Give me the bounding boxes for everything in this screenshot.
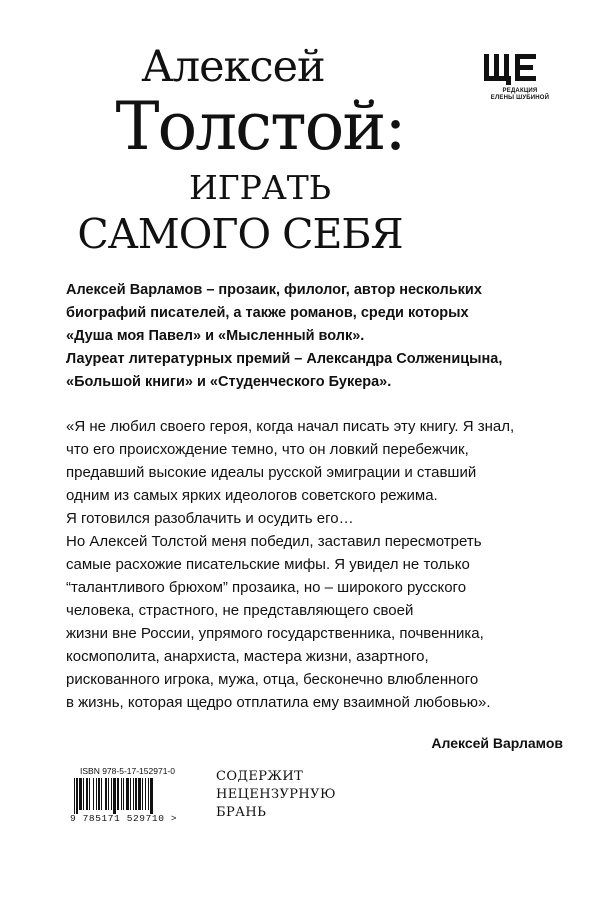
book-title xyxy=(0,0,600,270)
warning-line: БРАНЬ xyxy=(216,805,267,820)
isbn-barcode xyxy=(66,766,194,826)
quote-line: жизни вне России, упрямого государственника, почвенника, xyxy=(66,625,484,642)
isbn-number: ISBN 978-5-17-152971-0 xyxy=(80,766,175,776)
quote-line: человека, страстного, не представляющего своей xyxy=(66,602,414,619)
quote-line: Я готовился разоблачить и осудить его… xyxy=(66,510,354,527)
quote-line: «Я не любил своего героя, когда начал писать эту книгу. Я знал, xyxy=(66,418,515,435)
title-author-last-name: Толстой: xyxy=(115,88,405,165)
bio-line: «Душа моя Павел» и «Мысленный волк». xyxy=(66,328,365,344)
quote-line: самые расхожие писательские мифы. Я увидел не только xyxy=(66,556,470,573)
author-bio xyxy=(66,279,566,394)
quote-line: одним из самых ярких идеологов советского режима. xyxy=(66,487,438,504)
barcode-icon xyxy=(72,778,190,814)
quote-line: предавший высокие идеалы русской эмиграции и ставший xyxy=(66,464,477,481)
publisher-logo-icon xyxy=(484,54,540,86)
warning-line: СОДЕРЖИТ xyxy=(216,769,304,784)
bio-line: биографий писателей, а также романов, среди которых xyxy=(66,305,469,321)
quote-line: рискованного игрока, мужа, отца, бесконечно влюбленного xyxy=(66,671,479,688)
author-quote xyxy=(66,415,566,714)
title-subtitle-line1: ИГРАТЬ xyxy=(188,168,332,207)
bio-line: «Большой книги» и «Студенческого Букера». xyxy=(66,374,392,390)
quote-line: космополита, анархиста, мастера жизни, азартного, xyxy=(66,648,429,665)
quote-line: “талантливого брюхом” прозаика, но – широкого русского xyxy=(66,579,467,596)
quote-author: Алексей Варламов xyxy=(431,735,563,751)
quote-line: Но Алексей Толстой меня победил, заставил пересмотреть xyxy=(66,533,482,550)
bio-line: Лауреат литературных премий – Александра Солженицына, xyxy=(66,351,503,367)
warning-line: НЕЦЕНЗУРНУЮ xyxy=(216,787,336,802)
title-subtitle-line2: САМОГО СЕБЯ xyxy=(77,210,403,258)
quote-line: в жизнь, которая щедро отплатила ему взаимной любовью». xyxy=(66,694,491,711)
publisher-caption xyxy=(465,88,575,102)
bio-line: Алексей Варламов – прозаик, филолог, автор нескольких xyxy=(66,282,482,298)
content-warning xyxy=(216,768,356,822)
publisher-caption-line2: ЕЛЕНЫ ШУБИНОЙ xyxy=(490,95,550,101)
title-author-first-name: Алексей xyxy=(141,42,325,92)
publisher-caption-line1: РЕДАКЦИЯ xyxy=(502,88,538,94)
barcode-digits: 9 785171 529710 > xyxy=(70,813,178,824)
quote-line: что его происхождение темно, что он ловкий перебежчик, xyxy=(66,441,469,458)
